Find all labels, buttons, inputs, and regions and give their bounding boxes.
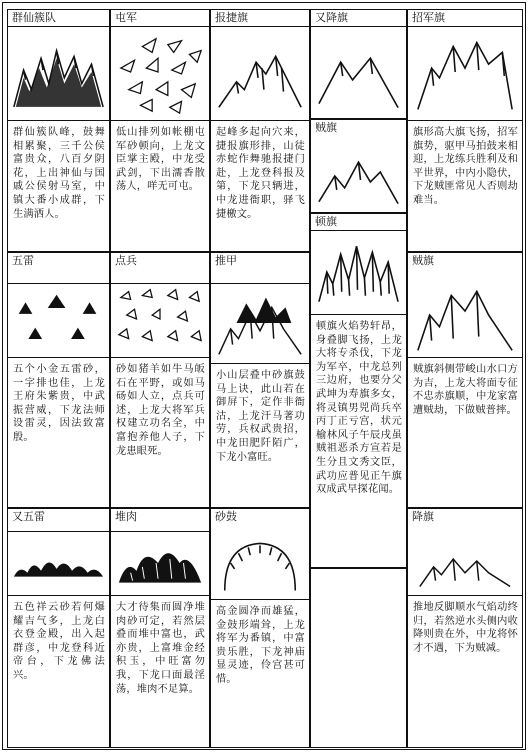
slanted-flag-figure: [410, 271, 520, 357]
panel-description: 旗形高大旗飞扬，招军旗势，驱甲马拍鼓来相迎，上龙练兵胜利及和平世界，中内小隐伏，下龙贼匪常见人否则劫难当。: [413, 127, 518, 206]
panel-youwulei: [7, 508, 110, 748]
panel-title: 五雷: [12, 254, 34, 267]
panel-title: 堆肉: [115, 510, 137, 523]
panel-title: 又五雷: [12, 510, 45, 523]
slanted-peaks-figure: [313, 136, 404, 212]
flag-mountain-figure: [213, 28, 307, 116]
panel-description: 起峰多起向穴来，捷报旗形排，山徒赤蛇作舞驰报捷门赴，上龙登科报及第，下龙只辆进，中龙进衙职，驿飞捷檄文。: [216, 127, 305, 220]
low-flag-figure: [410, 531, 520, 593]
panel-description: 低山排列如帐棚屯军砂顿向，上龙文臣掌主殿，中龙受武剑，下出濡香散荡人，咩无可屯。: [116, 127, 205, 193]
panel-title: 报捷旗: [215, 11, 248, 24]
mountain-cluster-figure: [10, 28, 107, 116]
drum-mound-figure: [213, 533, 307, 597]
panel-description: 小山层叠中砂旗鼓马上诀，此山若在御屏下，定作非衙沽，上龙汗马著功劳，兵权武贵招，中龙田肥阡陌广，下龙小富旺。: [216, 370, 305, 463]
panel-title: 顿旗: [315, 215, 337, 228]
panel-blank: [310, 568, 407, 748]
panel-title: 砂鼓: [215, 510, 237, 523]
panel-qunxian: [7, 9, 110, 252]
layered-hills-figure: [213, 283, 307, 363]
panel-zeiqi: [310, 119, 407, 213]
panel-description: 群仙簇队峰，鼓舞相累聚，三千公侯富贵众，八百夕阴花，上出神仙与国戚公侯射马室，中镇大番小成群，下生满洒人。: [13, 127, 105, 220]
panel-description: 贼旗斜侧带峻山水口方为吉，上龙大将面专征不忠赤旗顺，中龙家富遭贼劫，下做贼普摔。: [413, 364, 518, 416]
panel-title: 贼旗: [315, 121, 337, 134]
panel-dunqi: [310, 213, 407, 568]
panel-baojieqi: [210, 9, 310, 252]
panel-zeiqi-2: [407, 252, 523, 508]
panel-description: 五色祥云砂若何爆耀吉气多，上龙白衣登金殿，出入起群彦，中龙登科近帝台，下龙佛法兴。: [13, 602, 105, 681]
panel-title: 点兵: [115, 254, 137, 267]
panel-zhaojunqi: [407, 9, 523, 252]
tall-flag-mountain-figure: [410, 28, 520, 116]
tents-figure: [113, 28, 207, 116]
panel-description: 五个小金五雷砂，一字排也佳，上龙王府朱紫贵，中武振营威，下龙法师设雷灵，因法致富殷。: [13, 364, 105, 443]
panel-youjiangqi: [310, 9, 407, 119]
stacked-mounds-figure: [113, 533, 207, 593]
panel-title: 推甲: [215, 254, 237, 267]
five-small-peaks-figure: [10, 285, 107, 357]
panel-title: 贼旗: [412, 254, 434, 267]
panel-wulei: [7, 252, 110, 508]
cloud-peaks-figure: [10, 533, 107, 593]
panel-title: 屯军: [115, 11, 137, 24]
flame-flag-figure: [313, 232, 404, 312]
panel-duirou: [110, 508, 210, 748]
panel-dianbing: [110, 252, 210, 508]
panel-description: 顿旗火焰势轩昂，身叠脚飞扬，上龙大将专杀伐，下龙为军卒，中龙总列三边府，也要分父武坤为寿旗多女，将灵镇男兕尚兵卒丙丁正亏宫，状元榆林风子午辰戌虽贼祖恶杀方宣若是生分且文秀文臣，武功应普见正午旗双成武早探花闻。: [316, 321, 402, 496]
panel-shaogu: [210, 508, 310, 748]
panel-jiangqi: [407, 508, 523, 748]
panel-title: 群仙簇队: [12, 11, 56, 24]
panel-description: 高金圆净而雄猛，金鼓形端耸，上龙将军为番镇，中富贵乐胜，下龙神庙显灵迹，伶宫甚可惜。: [216, 606, 305, 685]
panel-title: 降旗: [412, 510, 434, 523]
scattered-stones-figure: [113, 285, 207, 355]
panel-description: 推地反脚顺水气焰动终归，若然逆水头侧内收降则贵在外，中龙将怀才不遇，下为贼减。: [413, 602, 518, 654]
panel-description: 大才待集而圆净堆肉砂可定，若然层叠而堆中富也，武亦贵，上富堆金经积玉，中旺富勿我，下龙口面最淫荡，堆肉不足算。: [116, 602, 205, 695]
panel-tunjun: [110, 9, 210, 252]
panel-tuijia: [210, 252, 310, 508]
panel-description: 砂如猪羊如牛马皈石在平野，或如马砀如人立，点兵可述，上龙大将军兵权建立功名全，中富抱养他人子，下龙患眼死。: [116, 364, 205, 457]
panel-title: 又降旗: [315, 11, 348, 24]
ridge-flag-figure: [313, 28, 404, 116]
panel-title: 招军旗: [412, 11, 445, 24]
